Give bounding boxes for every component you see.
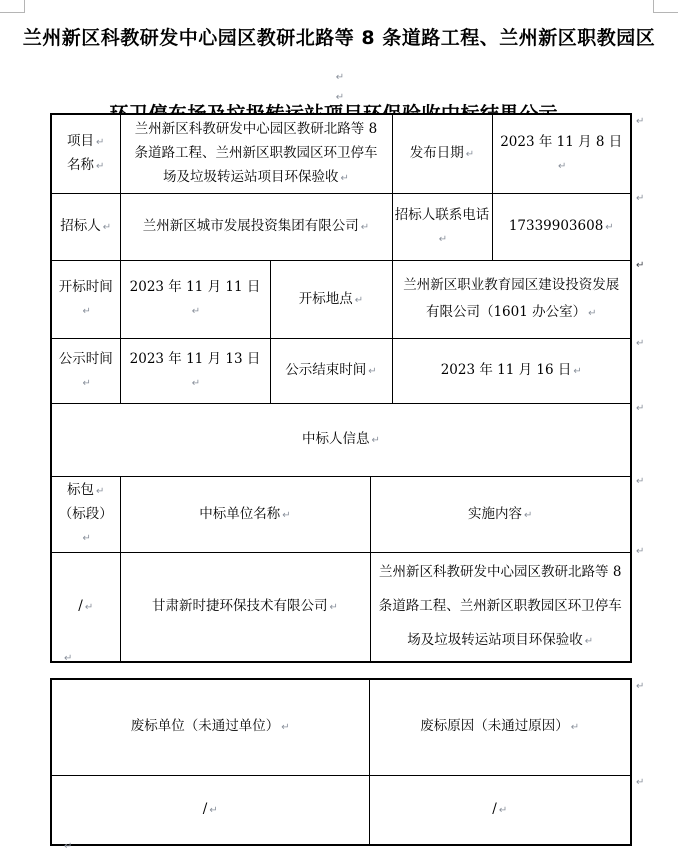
paragraph-mark-icon: ↵: [498, 804, 508, 816]
rejected-unit-header: 废标单位（未通过单位） ↵: [51, 679, 369, 775]
paragraph-mark-icon: ↵: [438, 233, 448, 245]
paragraph-mark-icon: ↵: [584, 636, 594, 647]
paragraph-mark-icon: ↵: [82, 377, 91, 389]
paragraph-mark-icon: ↵: [605, 222, 614, 233]
publicity-end-value: 2023 年 11 月 16 日 ↵: [392, 339, 631, 404]
tenderer-phone-label: 招标人联系电话↵: [392, 194, 492, 261]
publicity-time-value: 2023 年 11 月 13 日↵: [120, 339, 270, 404]
table-row-publicity: [51, 339, 631, 404]
table-row-winner-section: [51, 404, 631, 477]
table-row-winner: [51, 553, 631, 663]
paragraph-mark-icon: ↵: [354, 294, 364, 306]
tenderer-value: 兰州新区城市发展投资集团有限公司 ↵: [120, 194, 392, 261]
empty-paragraph: [0, 88, 678, 105]
paragraph-mark-icon: ↵: [335, 72, 345, 83]
table-row-project: [51, 114, 631, 194]
paragraph-mark-icon: ↵: [360, 222, 370, 233]
implementation-header: 实施内容 ↵: [370, 477, 631, 553]
winner-name-value: 甘肃新时捷环保技术有限公司 ↵: [120, 553, 370, 663]
tenderer-label: 招标人 ↵: [51, 194, 120, 261]
paragraph-mark-icon: ↵: [191, 377, 201, 389]
table-row-rejected-header: [51, 679, 631, 775]
row-end-mark-icon: ↵: [636, 116, 645, 127]
paragraph-mark-icon: ↵: [465, 149, 475, 160]
bid-open-place-label: 开标地点 ↵: [270, 261, 392, 339]
publicity-end-label: 公示结束时间 ↵: [270, 339, 392, 404]
paragraph-mark-icon: ↵: [371, 435, 380, 446]
paragraph-mark-icon: ↵: [96, 161, 105, 172]
paragraph-mark-icon: ↵: [573, 366, 582, 377]
rejected-reason-header: 废标原因（未通过原因） ↵: [369, 679, 631, 775]
bid-open-time-label: 开标时间↵: [51, 261, 120, 339]
paragraph-mark-icon: ↵: [570, 722, 580, 734]
table-row-winner-header: [51, 477, 631, 553]
row-end-mark-icon: ↵: [636, 476, 645, 487]
bid-open-place-value: 兰州新区职业教育园区建设投资发展有限公司（1601 办公室） ↵: [392, 261, 631, 339]
paragraph-mark-icon: ↵: [281, 722, 290, 734]
paragraph-mark-icon: ↵: [282, 509, 291, 521]
paragraph-mark-icon: ↵: [558, 160, 567, 172]
row-end-mark-icon: ↵: [636, 193, 645, 204]
row-end-mark-icon: ↵: [636, 403, 645, 414]
table-row-tenderer: [51, 194, 631, 261]
paragraph-mark-icon: ↵: [102, 222, 112, 233]
rejected-bids-table: [50, 678, 632, 846]
paragraph-mark-icon: ↵: [82, 306, 91, 317]
paragraph-mark-icon: ↵: [335, 92, 345, 103]
row-end-mark-icon: ↵: [636, 777, 645, 788]
rejected-reason-value: / ↵: [369, 775, 631, 845]
tenderer-phone-value: 17339903608 ↵: [492, 194, 631, 261]
winner-name-header: 中标单位名称 ↵: [120, 477, 370, 553]
project-name-value: 兰州新区科教研发中心园区教研北路等 8 条道路工程、兰州新区职教园区环卫停车场及垃圾转运站项目环保验收 ↵: [120, 114, 392, 194]
bid-result-table: [50, 113, 632, 663]
paragraph-mark-icon: ↵: [340, 173, 349, 184]
implementation-value: 兰州新区科教研发中心园区教研北路等 8 条道路工程、兰州新区职教园区环卫停车场及垃圾转运站项目环保验收 ↵: [370, 553, 631, 663]
paragraph-mark-icon: ↵: [96, 486, 105, 497]
row-end-mark-icon: ↵: [636, 681, 645, 692]
row-end-mark-icon: ↵: [636, 260, 645, 271]
publicity-time-label: 公示时间↵: [51, 339, 120, 404]
page-margin-corner-top-left-icon: [0, 0, 25, 13]
paragraph-mark-icon: ↵: [191, 306, 201, 317]
page-margin-corner-top-right-icon: [653, 0, 678, 13]
project-name-label: 项目 ↵ 名称 ↵: [51, 114, 120, 194]
paragraph-mark-icon: ↵: [368, 366, 377, 377]
paragraph-mark-icon: ↵: [209, 804, 218, 816]
table-row-bid-opening: [51, 261, 631, 339]
bid-open-time-value: 2023 年 11 月 11 日↵: [120, 261, 270, 339]
paragraph-mark-icon: ↵: [96, 137, 105, 148]
paragraph-mark-icon: ↵: [84, 602, 94, 613]
table-row-rejected-values: [51, 775, 631, 845]
row-end-mark-icon: ↵: [636, 338, 645, 349]
paragraph-mark-icon: ↵: [64, 653, 73, 664]
paragraph-mark-icon: ↵: [588, 308, 597, 319]
publish-date-value: 2023 年 11 月 8 日↵: [492, 114, 631, 194]
package-label: 标包 ↵ （标段）↵: [51, 477, 120, 553]
rejected-unit-value: / ↵: [51, 775, 369, 845]
winner-section-title: 中标人信息 ↵: [51, 404, 631, 477]
paragraph-mark-icon: ↵: [64, 841, 73, 852]
row-end-mark-icon: ↵: [636, 546, 645, 557]
paragraph-mark-icon: ↵: [329, 602, 338, 613]
paragraph-mark-icon: ↵: [524, 509, 533, 521]
page-title-line1: 兰州新区科教研发中心园区教研北路等 8 条道路工程、兰州新区职教园区↵: [22, 27, 656, 83]
package-value: / ↵: [51, 553, 120, 663]
paragraph-mark-icon: ↵: [82, 533, 91, 544]
publish-date-label: 发布日期 ↵: [392, 114, 492, 194]
